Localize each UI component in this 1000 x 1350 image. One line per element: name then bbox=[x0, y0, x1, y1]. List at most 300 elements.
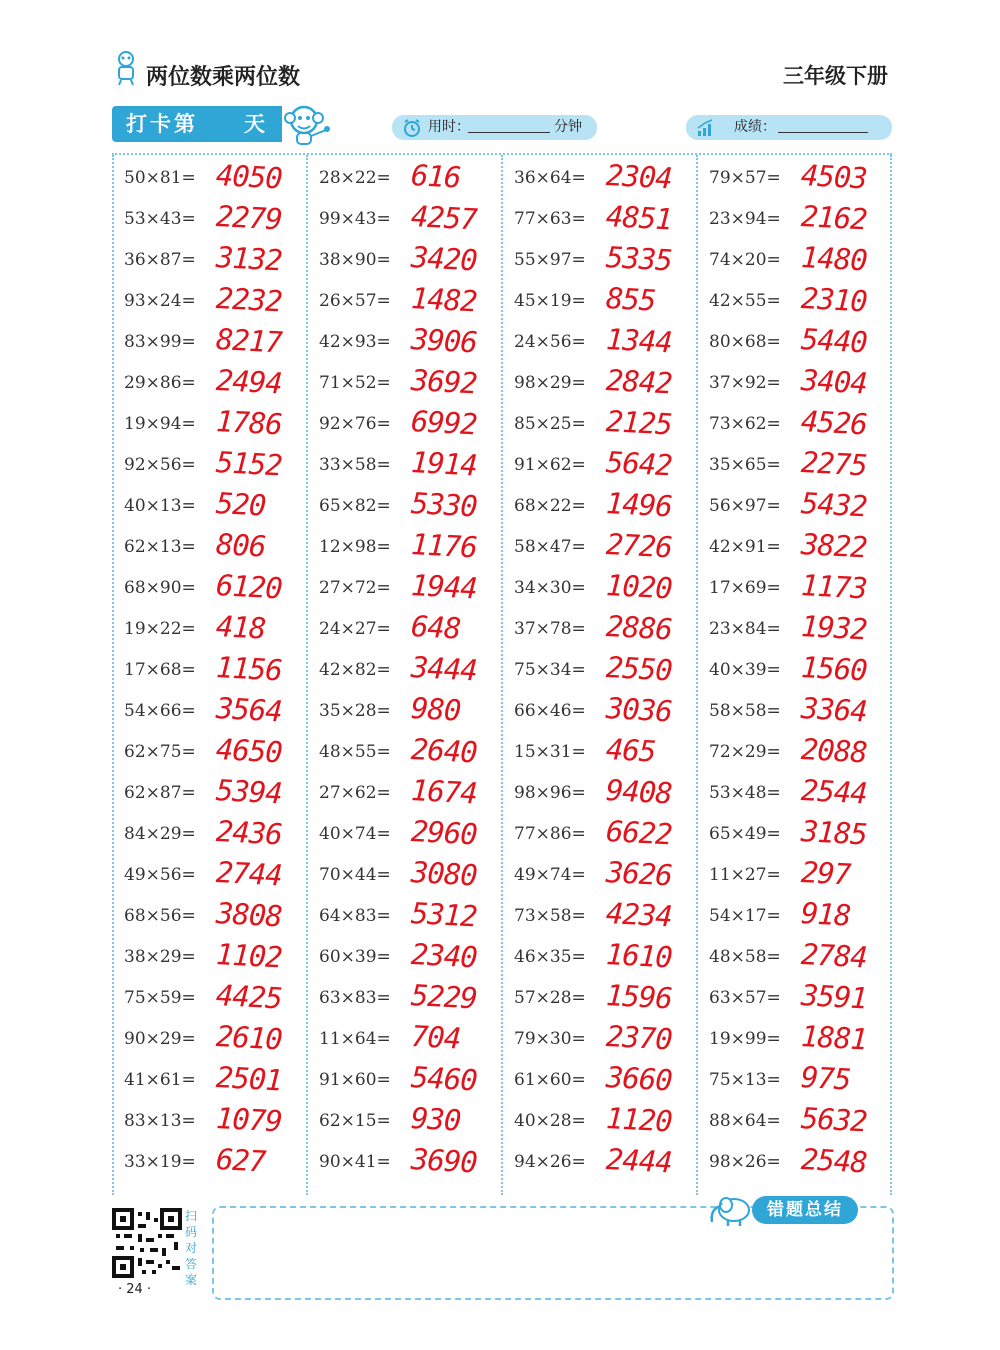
problem-row bbox=[112, 652, 302, 693]
problem-expression: 79×30= bbox=[514, 1029, 586, 1049]
handwritten-answer: 3132 bbox=[215, 240, 283, 278]
score-blank[interactable] bbox=[778, 132, 868, 133]
problem-row bbox=[307, 775, 497, 816]
problem-row bbox=[307, 529, 497, 570]
problem-row bbox=[502, 1062, 692, 1103]
handwritten-answer: 3660 bbox=[605, 1060, 673, 1098]
problem-row bbox=[307, 611, 497, 652]
problem-expression: 77×63= bbox=[514, 209, 586, 229]
handwritten-answer: 2544 bbox=[800, 773, 868, 811]
bar-chart-icon bbox=[696, 118, 716, 138]
checkin-banner bbox=[112, 106, 282, 142]
problem-expression: 41×61= bbox=[124, 1070, 196, 1090]
handwritten-answer: 1560 bbox=[800, 650, 868, 688]
problem-row bbox=[697, 324, 887, 365]
handwritten-answer: 3591 bbox=[800, 978, 868, 1016]
problem-row bbox=[697, 939, 887, 980]
problem-expression: 40×28= bbox=[514, 1111, 586, 1131]
problem-row bbox=[112, 816, 302, 857]
problem-row bbox=[502, 283, 692, 324]
time-field[interactable] bbox=[392, 115, 597, 140]
elephant-icon bbox=[706, 1192, 754, 1228]
problem-row bbox=[502, 652, 692, 693]
problem-expression: 79×57= bbox=[709, 168, 781, 188]
problem-expression: 17×68= bbox=[124, 660, 196, 680]
problem-row bbox=[307, 1062, 497, 1103]
problem-row bbox=[697, 1062, 887, 1103]
handwritten-answer: 3185 bbox=[800, 814, 868, 852]
handwritten-answer: 1480 bbox=[800, 240, 868, 278]
handwritten-answer: 2232 bbox=[215, 281, 283, 319]
problem-expression: 11×27= bbox=[709, 865, 781, 885]
grade-label: 三年级下册 bbox=[783, 64, 888, 88]
handwritten-answer: 1944 bbox=[410, 568, 478, 606]
problem-row bbox=[502, 693, 692, 734]
problem-row bbox=[112, 447, 302, 488]
handwritten-answer: 5460 bbox=[410, 1060, 478, 1098]
problem-row bbox=[697, 693, 887, 734]
handwritten-answer: 3364 bbox=[800, 691, 868, 729]
problem-row bbox=[502, 1103, 692, 1144]
problem-expression: 28×22= bbox=[319, 168, 391, 188]
problem-row bbox=[307, 160, 497, 201]
problem-expression: 53×43= bbox=[124, 209, 196, 229]
handwritten-answer: 4526 bbox=[800, 404, 868, 442]
problem-expression: 33×58= bbox=[319, 455, 391, 475]
handwritten-answer: 2960 bbox=[410, 814, 478, 852]
handwritten-answer: 806 bbox=[215, 527, 267, 564]
problem-expression: 37×78= bbox=[514, 619, 586, 639]
problem-expression: 70×44= bbox=[319, 865, 391, 885]
handwritten-answer: 704 bbox=[410, 1019, 462, 1056]
handwritten-answer: 1079 bbox=[215, 1101, 283, 1139]
problem-expression: 77×86= bbox=[514, 824, 586, 844]
qr-code[interactable] bbox=[112, 1208, 182, 1278]
problem-expression: 40×74= bbox=[319, 824, 391, 844]
problem-expression: 83×13= bbox=[124, 1111, 196, 1131]
problem-expression: 65×82= bbox=[319, 496, 391, 516]
handwritten-answer: 1610 bbox=[605, 937, 673, 975]
problem-row bbox=[307, 898, 497, 939]
problem-expression: 98×29= bbox=[514, 373, 586, 393]
problem-expression: 35×65= bbox=[709, 455, 781, 475]
problem-row bbox=[697, 775, 887, 816]
handwritten-answer: 4234 bbox=[605, 896, 673, 934]
problem-column-3 bbox=[502, 160, 692, 1185]
handwritten-answer: 627 bbox=[215, 1142, 267, 1179]
problem-expression: 92×76= bbox=[319, 414, 391, 434]
problem-row bbox=[112, 734, 302, 775]
problem-row bbox=[502, 857, 692, 898]
problem-expression: 42×93= bbox=[319, 332, 391, 352]
handwritten-answer: 5229 bbox=[410, 978, 478, 1016]
problem-expression: 60×39= bbox=[319, 947, 391, 967]
problem-row bbox=[307, 1103, 497, 1144]
problem-row bbox=[502, 1021, 692, 1062]
problem-row bbox=[307, 652, 497, 693]
problem-row bbox=[307, 980, 497, 1021]
handwritten-answer: 5440 bbox=[800, 322, 868, 360]
handwritten-answer: 2279 bbox=[215, 199, 283, 237]
time-unit: 分钟 bbox=[554, 119, 582, 135]
problem-expression: 90×41= bbox=[319, 1152, 391, 1172]
handwritten-answer: 4503 bbox=[800, 158, 868, 196]
handwritten-answer: 1786 bbox=[215, 404, 283, 442]
problem-row bbox=[112, 201, 302, 242]
handwritten-answer: 1173 bbox=[800, 568, 868, 606]
handwritten-answer: 9408 bbox=[605, 773, 673, 811]
problem-expression: 64×83= bbox=[319, 906, 391, 926]
problem-row bbox=[697, 611, 887, 652]
problem-row bbox=[697, 488, 887, 529]
handwritten-answer: 3690 bbox=[410, 1142, 478, 1180]
score-label: 成绩： bbox=[734, 119, 776, 135]
handwritten-answer: 2548 bbox=[800, 1142, 868, 1180]
problem-row bbox=[502, 488, 692, 529]
handwritten-answer: 1156 bbox=[215, 650, 283, 688]
problem-expression: 66×46= bbox=[514, 701, 586, 721]
problem-row bbox=[112, 857, 302, 898]
problem-row bbox=[112, 939, 302, 980]
problem-expression: 54×66= bbox=[124, 701, 196, 721]
handwritten-answer: 1496 bbox=[605, 486, 673, 524]
problem-row bbox=[502, 160, 692, 201]
problem-row bbox=[697, 365, 887, 406]
handwritten-answer: 3420 bbox=[410, 240, 478, 278]
handwritten-answer: 930 bbox=[410, 1101, 462, 1138]
problem-expression: 85×25= bbox=[514, 414, 586, 434]
problem-row bbox=[697, 816, 887, 857]
problem-expression: 36×64= bbox=[514, 168, 586, 188]
problem-row bbox=[697, 570, 887, 611]
problem-row bbox=[502, 816, 692, 857]
problem-expression: 61×60= bbox=[514, 1070, 586, 1090]
handwritten-answer: 3444 bbox=[410, 650, 478, 688]
problem-row bbox=[502, 242, 692, 283]
handwritten-answer: 2436 bbox=[215, 814, 283, 852]
handwritten-answer: 5642 bbox=[605, 445, 673, 483]
problem-expression: 11×64= bbox=[319, 1029, 391, 1049]
problem-row bbox=[112, 693, 302, 734]
handwritten-answer: 6992 bbox=[410, 404, 478, 442]
problem-expression: 34×30= bbox=[514, 578, 586, 598]
problem-row bbox=[697, 160, 887, 201]
problem-expression: 46×35= bbox=[514, 947, 586, 967]
problem-expression: 42×82= bbox=[319, 660, 391, 680]
handwritten-answer: 1932 bbox=[800, 609, 868, 647]
handwritten-answer: 1020 bbox=[605, 568, 673, 606]
problem-row bbox=[502, 775, 692, 816]
problem-row bbox=[502, 201, 692, 242]
page-number: · 24 · bbox=[118, 1282, 152, 1297]
handwritten-answer: 2640 bbox=[410, 732, 478, 770]
problem-expression: 12×98= bbox=[319, 537, 391, 557]
problem-expression: 74×20= bbox=[709, 250, 781, 270]
problem-expression: 19×99= bbox=[709, 1029, 781, 1049]
handwritten-answer: 4650 bbox=[215, 732, 283, 770]
problem-expression: 73×58= bbox=[514, 906, 586, 926]
problem-expression: 91×60= bbox=[319, 1070, 391, 1090]
handwritten-answer: 5432 bbox=[800, 486, 868, 524]
handwritten-answer: 3564 bbox=[215, 691, 283, 729]
problem-expression: 90×29= bbox=[124, 1029, 196, 1049]
problem-row bbox=[307, 1021, 497, 1062]
handwritten-answer: 3036 bbox=[605, 691, 673, 729]
problem-row bbox=[697, 447, 887, 488]
problem-expression: 19×22= bbox=[124, 619, 196, 639]
problem-row bbox=[307, 283, 497, 324]
handwritten-answer: 975 bbox=[800, 1060, 852, 1097]
handwritten-answer: 4050 bbox=[215, 158, 283, 196]
problem-row bbox=[307, 406, 497, 447]
problem-row bbox=[112, 980, 302, 1021]
handwritten-answer: 980 bbox=[410, 691, 462, 728]
problem-row bbox=[112, 1021, 302, 1062]
problem-row bbox=[502, 570, 692, 611]
problem-row bbox=[112, 406, 302, 447]
handwritten-answer: 2088 bbox=[800, 732, 868, 770]
problem-row bbox=[112, 1062, 302, 1103]
problem-row bbox=[697, 734, 887, 775]
handwritten-answer: 4257 bbox=[410, 199, 478, 237]
problem-expression: 49×74= bbox=[514, 865, 586, 885]
problem-expression: 35×28= bbox=[319, 701, 391, 721]
problem-row bbox=[112, 529, 302, 570]
problem-expression: 68×22= bbox=[514, 496, 586, 516]
problem-expression: 68×56= bbox=[124, 906, 196, 926]
problem-row bbox=[697, 652, 887, 693]
problem-row bbox=[112, 283, 302, 324]
problem-expression: 38×29= bbox=[124, 947, 196, 967]
handwritten-answer: 2886 bbox=[605, 609, 673, 647]
problem-expression: 49×56= bbox=[124, 865, 196, 885]
problem-expression: 36×87= bbox=[124, 250, 196, 270]
problem-column-1 bbox=[112, 160, 302, 1185]
problem-expression: 98×26= bbox=[709, 1152, 781, 1172]
problem-row bbox=[307, 816, 497, 857]
problem-column-2 bbox=[307, 160, 497, 1185]
handwritten-answer: 2310 bbox=[800, 281, 868, 319]
problem-expression: 53×48= bbox=[709, 783, 781, 803]
handwritten-answer: 2340 bbox=[410, 937, 478, 975]
handwritten-answer: 5335 bbox=[605, 240, 673, 278]
handwritten-answer: 5632 bbox=[800, 1101, 868, 1139]
problem-expression: 63×83= bbox=[319, 988, 391, 1008]
problem-row bbox=[502, 406, 692, 447]
handwritten-answer: 5312 bbox=[410, 896, 478, 934]
problem-expression: 42×91= bbox=[709, 537, 781, 557]
problem-expression: 62×13= bbox=[124, 537, 196, 557]
problem-row bbox=[697, 898, 887, 939]
problem-row bbox=[697, 980, 887, 1021]
problem-row bbox=[307, 242, 497, 283]
problem-row bbox=[112, 898, 302, 939]
problem-row bbox=[112, 1144, 302, 1185]
problem-expression: 48×55= bbox=[319, 742, 391, 762]
problem-expression: 75×59= bbox=[124, 988, 196, 1008]
handwritten-answer: 3404 bbox=[800, 363, 868, 401]
problem-row bbox=[697, 283, 887, 324]
problem-row bbox=[502, 365, 692, 406]
problem-expression: 58×58= bbox=[709, 701, 781, 721]
problem-expression: 23×84= bbox=[709, 619, 781, 639]
handwritten-answer: 2444 bbox=[605, 1142, 673, 1180]
handwritten-answer: 1596 bbox=[605, 978, 673, 1016]
handwritten-answer: 6622 bbox=[605, 814, 673, 852]
page-title: 两位数乘两位数 bbox=[146, 65, 301, 90]
handwritten-answer: 1176 bbox=[410, 527, 478, 565]
problem-row bbox=[307, 693, 497, 734]
handwritten-answer: 2784 bbox=[800, 937, 868, 975]
problem-expression: 37×92= bbox=[709, 373, 781, 393]
problem-expression: 65×49= bbox=[709, 824, 781, 844]
problem-expression: 88×64= bbox=[709, 1111, 781, 1131]
problem-expression: 91×62= bbox=[514, 455, 586, 475]
problem-expression: 98×96= bbox=[514, 783, 586, 803]
problem-row bbox=[112, 488, 302, 529]
problem-expression: 29×86= bbox=[124, 373, 196, 393]
alarm-clock-icon bbox=[402, 118, 422, 138]
problem-row bbox=[697, 406, 887, 447]
problem-row bbox=[307, 939, 497, 980]
problem-expression: 75×13= bbox=[709, 1070, 781, 1090]
handwritten-answer: 8217 bbox=[215, 322, 283, 360]
problem-row bbox=[307, 324, 497, 365]
problem-expression: 99×43= bbox=[319, 209, 391, 229]
monkey-mascot-icon bbox=[282, 102, 332, 148]
handwritten-answer: 5394 bbox=[215, 773, 283, 811]
handwritten-answer: 2744 bbox=[215, 855, 283, 893]
problem-expression: 15×31= bbox=[514, 742, 586, 762]
problem-row bbox=[502, 324, 692, 365]
handwritten-answer: 855 bbox=[605, 281, 657, 318]
handwritten-answer: 2275 bbox=[800, 445, 868, 483]
problem-expression: 54×17= bbox=[709, 906, 781, 926]
qr-caption: 扫码对答案 bbox=[185, 1209, 198, 1287]
problem-expression: 62×75= bbox=[124, 742, 196, 762]
problem-row bbox=[307, 365, 497, 406]
handwritten-answer: 3626 bbox=[605, 855, 673, 893]
handwritten-answer: 5330 bbox=[410, 486, 478, 524]
problem-row bbox=[307, 488, 497, 529]
problem-row bbox=[502, 1144, 692, 1185]
problem-row bbox=[307, 447, 497, 488]
handwritten-answer: 2162 bbox=[800, 199, 868, 237]
handwritten-answer: 2501 bbox=[215, 1060, 283, 1098]
problem-expression: 40×39= bbox=[709, 660, 781, 680]
handwritten-answer: 297 bbox=[800, 855, 852, 892]
handwritten-answer: 3906 bbox=[410, 322, 478, 360]
handwritten-answer: 6120 bbox=[215, 568, 283, 606]
problem-row bbox=[502, 611, 692, 652]
problem-row bbox=[697, 1021, 887, 1062]
handwritten-answer: 3822 bbox=[800, 527, 868, 565]
problem-expression: 58×47= bbox=[514, 537, 586, 557]
problem-expression: 56×97= bbox=[709, 496, 781, 516]
problem-row bbox=[502, 939, 692, 980]
problem-expression: 19×94= bbox=[124, 414, 196, 434]
problem-column-4 bbox=[697, 160, 887, 1185]
handwritten-answer: 465 bbox=[605, 732, 657, 769]
handwritten-answer: 2550 bbox=[605, 650, 673, 688]
problem-expression: 63×57= bbox=[709, 988, 781, 1008]
problem-expression: 75×34= bbox=[514, 660, 586, 680]
problem-expression: 71×52= bbox=[319, 373, 391, 393]
problem-row bbox=[307, 857, 497, 898]
problem-expression: 62×15= bbox=[319, 1111, 391, 1131]
problem-expression: 17×69= bbox=[709, 578, 781, 598]
handwritten-answer: 1120 bbox=[605, 1101, 673, 1139]
handwritten-answer: 1674 bbox=[410, 773, 478, 811]
problem-expression: 93×24= bbox=[124, 291, 196, 311]
problem-row bbox=[697, 242, 887, 283]
problem-row bbox=[697, 1103, 887, 1144]
problem-expression: 24×27= bbox=[319, 619, 391, 639]
problem-row bbox=[502, 980, 692, 1021]
problem-expression: 38×90= bbox=[319, 250, 391, 270]
time-label: 用时： bbox=[428, 119, 470, 135]
handwritten-answer: 2842 bbox=[605, 363, 673, 401]
handwritten-answer: 3080 bbox=[410, 855, 478, 893]
handwritten-answer: 4425 bbox=[215, 978, 283, 1016]
mascot-logo-icon bbox=[112, 50, 140, 86]
handwritten-answer: 1102 bbox=[215, 937, 283, 975]
problem-row bbox=[112, 611, 302, 652]
problem-row bbox=[112, 570, 302, 611]
problem-row bbox=[502, 898, 692, 939]
handwritten-answer: 2494 bbox=[215, 363, 283, 401]
problem-row bbox=[112, 160, 302, 201]
problem-expression: 83×99= bbox=[124, 332, 196, 352]
column-divider bbox=[890, 155, 892, 1195]
handwritten-answer: 418 bbox=[215, 609, 267, 646]
handwritten-answer: 1482 bbox=[410, 281, 478, 319]
problem-expression: 62×87= bbox=[124, 783, 196, 803]
problem-expression: 48×58= bbox=[709, 947, 781, 967]
problem-row bbox=[112, 775, 302, 816]
problem-expression: 57×28= bbox=[514, 988, 586, 1008]
time-blank[interactable] bbox=[468, 132, 550, 133]
problem-row bbox=[502, 447, 692, 488]
problem-expression: 42×55= bbox=[709, 291, 781, 311]
handwritten-answer: 2610 bbox=[215, 1019, 283, 1057]
handwritten-answer: 4851 bbox=[605, 199, 673, 237]
problem-row bbox=[307, 734, 497, 775]
problem-expression: 27×62= bbox=[319, 783, 391, 803]
problem-row bbox=[502, 734, 692, 775]
problem-expression: 50×81= bbox=[124, 168, 196, 188]
handwritten-answer: 648 bbox=[410, 609, 462, 646]
handwritten-answer: 2370 bbox=[605, 1019, 673, 1057]
problem-row bbox=[307, 1144, 497, 1185]
problem-expression: 40×13= bbox=[124, 496, 196, 516]
problem-expression: 72×29= bbox=[709, 742, 781, 762]
score-field[interactable] bbox=[686, 115, 892, 140]
day-label: 天 bbox=[244, 112, 265, 136]
handwritten-answer: 2304 bbox=[605, 158, 673, 196]
problem-row bbox=[112, 365, 302, 406]
problem-expression: 68×90= bbox=[124, 578, 196, 598]
handwritten-answer: 2726 bbox=[605, 527, 673, 565]
handwritten-answer: 3692 bbox=[410, 363, 478, 401]
problem-row bbox=[697, 857, 887, 898]
problem-expression: 84×29= bbox=[124, 824, 196, 844]
problem-expression: 73×62= bbox=[709, 414, 781, 434]
checkin-label: 打卡第 bbox=[126, 112, 198, 136]
problem-row bbox=[502, 529, 692, 570]
handwritten-answer: 918 bbox=[800, 896, 852, 933]
problem-expression: 80×68= bbox=[709, 332, 781, 352]
